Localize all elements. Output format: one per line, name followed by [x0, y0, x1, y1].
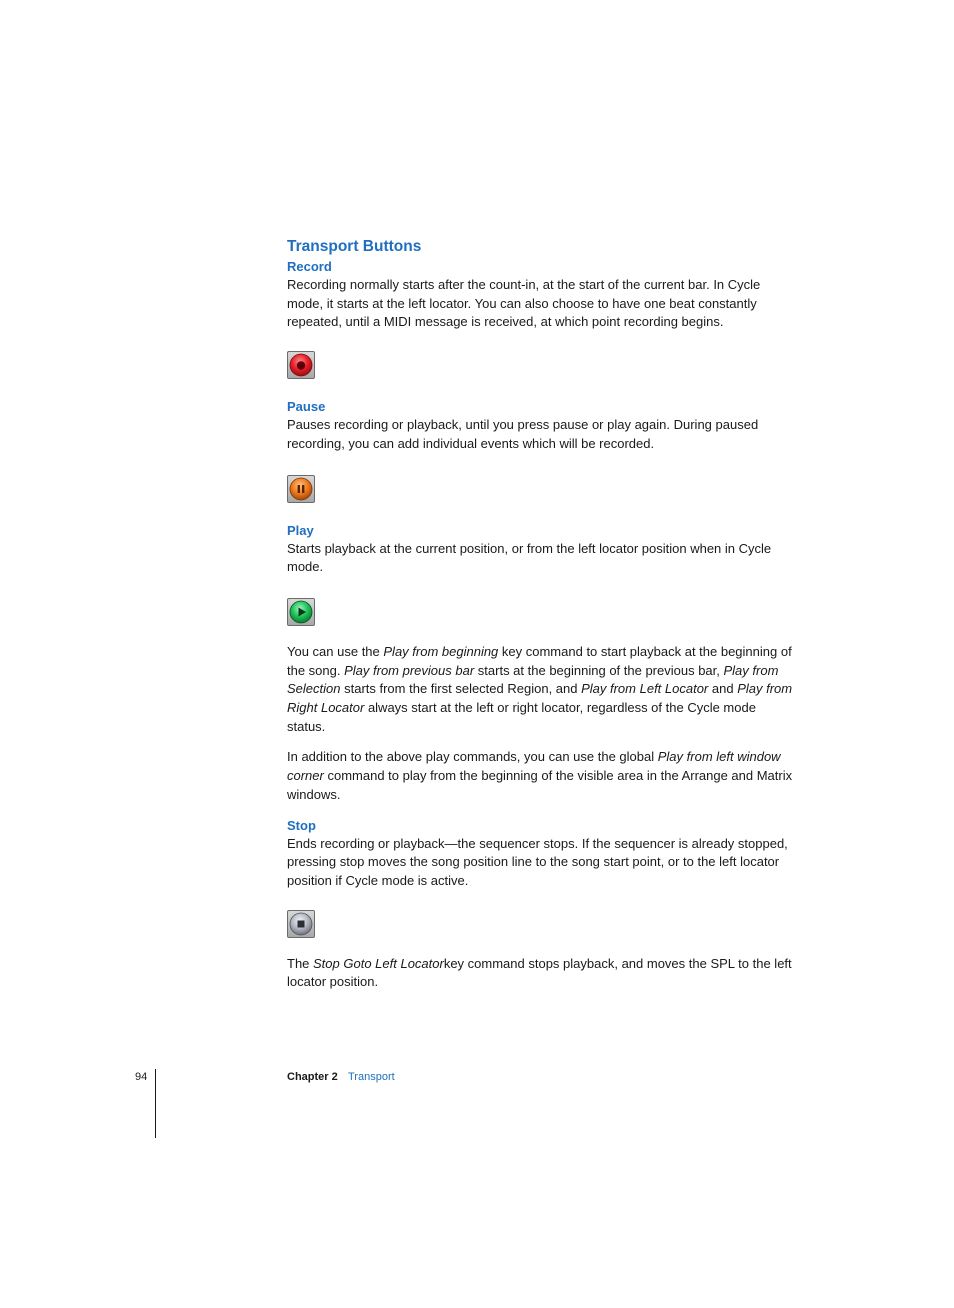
- stop-button-image: [287, 910, 315, 938]
- pause-icon: [289, 477, 313, 501]
- pause-button-image: [287, 475, 315, 503]
- page-content: [287, 236, 797, 992]
- stop-heading: Stop: [287, 817, 316, 833]
- record-icon: [289, 353, 313, 377]
- record-heading: Record: [287, 259, 332, 274]
- record-description: Recording normally starts after the count-in, at the start of the current bar. In Cycle mode, it starts at the left locator. You can also choose to have one beat constantly repeated, until a MIDI message is received, at which point recording begins.: [287, 277, 761, 330]
- play-heading: Play: [287, 522, 314, 538]
- stop-description: Ends recording or playback—the sequencer stops. If the sequencer is already stopped, pressing stop moves the song position line to the song start point, or to the left locator position if Cycle mode is active.: [287, 835, 788, 888]
- footer-divider: [155, 1069, 156, 1138]
- pause-heading: Pause: [287, 399, 326, 415]
- play-button-image: [287, 598, 315, 626]
- section-title: Transport Buttons: [287, 238, 422, 255]
- play-icon: [289, 600, 313, 624]
- pause-description: Pauses recording or playback, until you press pause or play again. During paused recording, you can add individual events which will be recorded.: [287, 417, 759, 451]
- footer-chapter-title: Transport: [348, 1071, 395, 1083]
- play-description: Starts playback at the current position, or from the left locator position when in Cycle mode.: [287, 540, 772, 575]
- record-button-image: [287, 351, 315, 379]
- play-window-corner-paragraph: In addition to the above play commands, you can use the global Play from left window corner command to play from the beginning of the visible area in the Arrange and Matrix windows.: [287, 749, 793, 802]
- footer-chapter: Chapter 2: [287, 1071, 338, 1083]
- stop-goto-paragraph: The Stop Goto Left Locatorkey command stops playback, and moves the SPL to the left locator position.: [287, 955, 792, 990]
- page-number: 94: [135, 1071, 148, 1083]
- play-commands-paragraph: You can use the Play from beginning key command to start playback at the beginning of the song. Play from previous bar starts at the beginning of the previous bar, Play from Selection starts from the first selected Region, and Play from Left Locator and Play from Right Locator always start at the left or right locator, regardless of the Cycle mode status.: [287, 643, 793, 734]
- stop-icon: [289, 912, 313, 936]
